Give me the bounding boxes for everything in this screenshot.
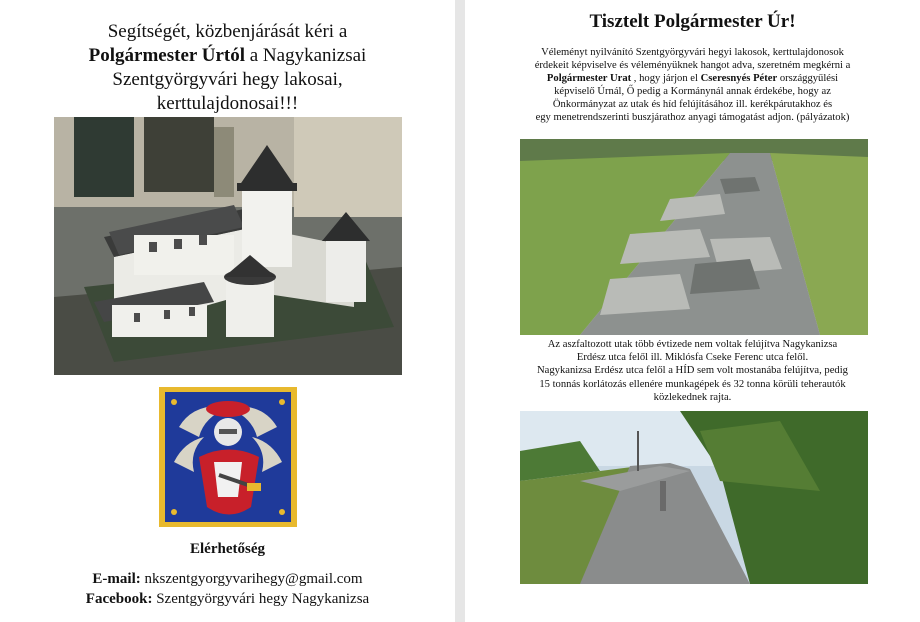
header-line-2 — [0, 44, 455, 68]
header-line-1: Segítségét, közbenjárását kéri a — [107, 21, 348, 42]
damaged-road-photo — [520, 139, 868, 335]
left-page — [0, 0, 455, 622]
intro-line-4: képviselő Úrnál, Ő pedig a Kormánynál annak érdekébe, hogy az — [554, 86, 831, 97]
caption-paragraph — [495, 338, 890, 404]
caption-line-4: 15 tonnás korlátozás ellenére munkagépek és 32 tonna körüli teherautók — [539, 378, 846, 390]
intro-bold-mp: Cseresnyés Péter — [700, 73, 778, 84]
caption-line-3: Nagykanizsa Erdész utca felől a HÍD sem volt mostanába felújítva, pedig — [537, 365, 848, 377]
email-label: E-mail: — [92, 571, 141, 587]
header-line-4: kerttulajdonosai!!! — [156, 93, 299, 114]
page-title: Tisztelt Polgármester Úr! — [589, 11, 796, 32]
coat-of-arms-image — [159, 387, 297, 527]
intro-line-5: Önkormányzat az utak és híd felújításához ill. kerékpárutakhoz és — [552, 99, 833, 110]
intro-line-3-end: országgyűlési — [777, 73, 839, 84]
facebook-label: Facebook: — [85, 591, 153, 607]
intro-paragraph — [495, 46, 890, 124]
left-header — [0, 20, 455, 116]
bridge-road-photo — [520, 411, 868, 584]
facebook-value: Szentgyörgyvári hegy Nagykanizsa — [152, 591, 370, 607]
intro-line-3 — [495, 72, 890, 85]
header-bold-mayor: Polgármester Úrtól — [88, 45, 245, 66]
intro-bold-mayor: Polgármester Urat — [546, 73, 632, 84]
caption-line-5: közlekednek rajta. — [653, 391, 732, 403]
contact-facebook — [0, 591, 455, 608]
intro-line-3-mid: , hogy járjon el — [631, 73, 701, 84]
header-line-3: Szentgyörgyvári hegy lakosai, — [112, 69, 343, 90]
caption-line-2: Erdész utca felől ill. Miklósfa Cseke Ferenc utca felől. — [576, 352, 809, 364]
intro-line-6: egy menetrendszerinti buszjárathoz anyagi támogatást adjon. (pályázatok) — [535, 112, 850, 123]
intro-line-2: érdekeit képviselve és véleményüknek hangot adva, szeretném megkérni a — [534, 60, 851, 71]
castle-model-photo — [54, 117, 402, 375]
contact-heading: Elérhetőség — [190, 541, 265, 557]
header-line-2-rest: a Nagykanizsai — [245, 45, 367, 66]
caption-line-1: Az aszfaltozott utak több évtizede nem voltak felújítva Nagykanizsa — [547, 339, 838, 350]
contact-email — [0, 571, 455, 588]
email-value: nkszentgyorgyvarihegy@gmail.com — [140, 571, 363, 587]
intro-line-1: Véleményt nyilvánító Szentgyörgyvári hegyi lakosok, kerttulajdonosok — [541, 47, 844, 58]
right-page — [465, 0, 920, 622]
